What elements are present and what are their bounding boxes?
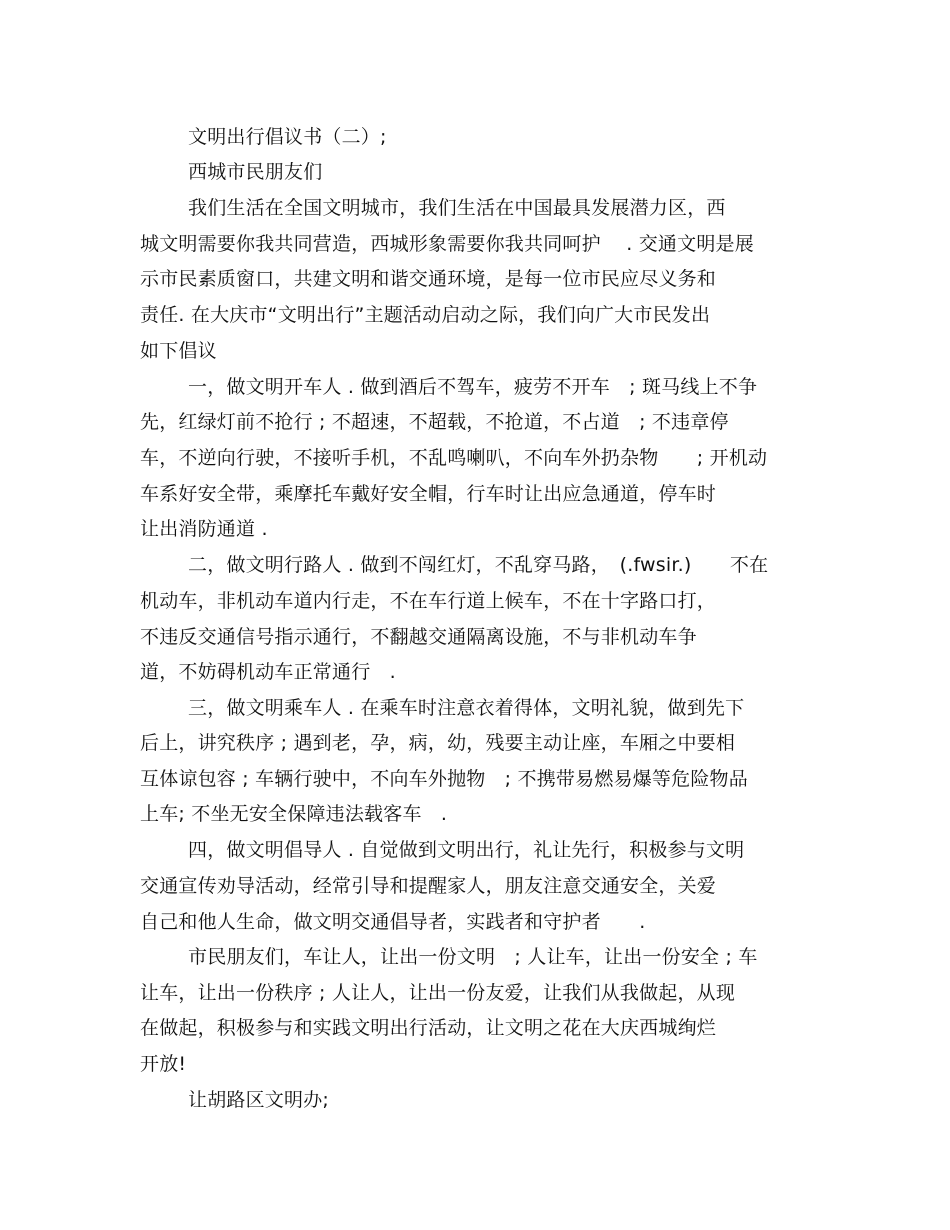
body-line: 自己和他人生命，做文明交通倡导者，实践者和守护者 . xyxy=(140,911,646,933)
body-line: 四，做文明倡导人 . 自觉做到文明出行，礼让先行，积极参与文明 xyxy=(188,839,745,861)
salutation: 西城市民朋友们 xyxy=(188,161,323,183)
body-line: 在做起，积极参与和实践文明出行活动，让文明之花在大庆西城绚烂 xyxy=(140,1017,717,1039)
body-line: 如下倡议 xyxy=(140,340,217,362)
body-line: 我们生活在全国文明城市，我们生活在中国最具发展潜力区，西 xyxy=(188,197,726,219)
body-line: 车系好安全带，乘摩托车戴好安全帽，行车时让出应急通道，停车时 xyxy=(140,483,717,505)
body-line: 市民朋友们，车让人，让出一份文明 ; 人让车，让出一份安全 ; 车 xyxy=(188,946,758,968)
body-line: 道，不妨碍机动车正常通行 . xyxy=(140,661,396,683)
document-title: 文明出行倡议书（二）; xyxy=(188,126,387,148)
body-line: 交通宣传劝导活动，经常引导和提醒家人，朋友注意交通安全，关爱 xyxy=(140,875,717,897)
body-line: 三，做文明乘车人 . 在乘车时注意衣着得体，文明礼貌，做到先下 xyxy=(188,697,745,719)
signature: 让胡路区文明办; xyxy=(188,1089,330,1111)
body-line: 机动车，非机动车道内行走，不在车行道上候车，不在十字路口打， xyxy=(140,590,717,612)
body-line: 开放! xyxy=(140,1053,187,1075)
body-line: 后上，讲究秩序 ; 遇到老，孕，病，幼，残要主动让座，车厢之中要相 xyxy=(140,732,736,754)
body-line: 不违反交通信号指示通行，不翻越交通隔离设施，不与非机动车争 xyxy=(140,626,697,648)
body-line: 车，不逆向行驶，不接听手机，不乱鸣喇叭，不向车外扔杂物 ; 开机动 xyxy=(140,447,768,469)
body-line: 先，红绿灯前不抢行 ; 不超速，不超载，不抢道，不占道 ; 不违章停 xyxy=(140,411,729,433)
body-line: 上车; 不坐无安全保障违法载客车 . xyxy=(140,803,448,825)
body-line: 责任. 在大庆市“文明出行”主题活动启动之际，我们向广大市民发出 xyxy=(140,304,711,326)
body-line: 让车，让出一份秩序 ; 人让人，让出一份友爱，让我们从我做起，从现 xyxy=(140,982,736,1004)
body-line: 城文明需要你我共同营造，西城形象需要你我共同呵护 . 交通文明是展 xyxy=(140,233,754,255)
body-line: 互体谅包容 ; 车辆行驶中，不向车外抛物 ; 不携带易燃易爆等危险物品 xyxy=(140,768,748,790)
body-line: 二，做文明行路人 . 做到不闯红灯，不乱穿马路， (.fwsir.) 不在 xyxy=(188,554,769,576)
body-line: 示市民素质窗口，共建文明和谐交通环境，是每一位市民应尽义务和 xyxy=(140,268,717,290)
body-line: 让出消防通道 . xyxy=(140,518,268,540)
body-line: 一，做文明开车人 . 做到酒后不驾车，疲劳不开车 ; 斑马线上不争 xyxy=(188,376,758,398)
